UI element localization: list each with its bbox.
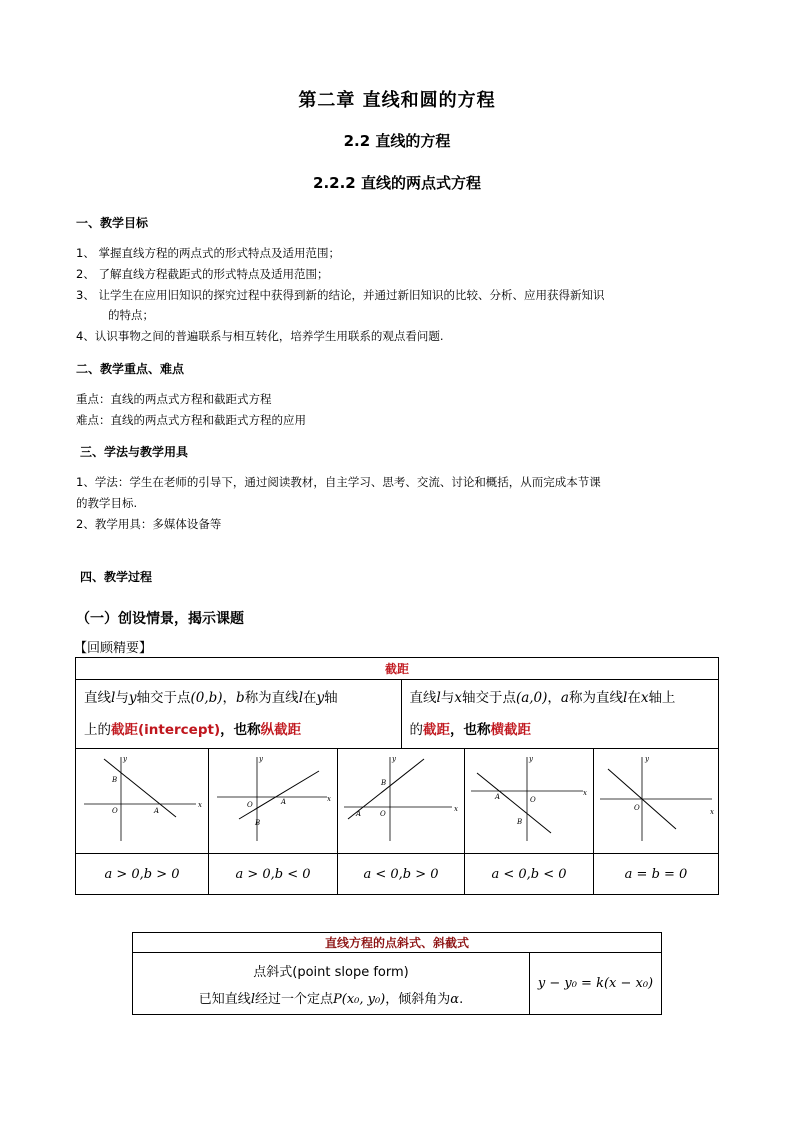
svg-text:A: A — [154, 807, 160, 815]
svg-text:B: B — [381, 779, 387, 787]
svg-text:x: x — [710, 808, 714, 816]
svg-text:O: O — [530, 796, 536, 804]
svg-text:x: x — [198, 801, 202, 809]
svg-text:O: O — [380, 810, 386, 818]
graph-1 — [76, 749, 204, 849]
svg-text:x: x — [583, 789, 587, 797]
s4-heading: 四、教学过程 — [80, 570, 153, 584]
s3-heading: 三、学法与教学用具 — [80, 445, 189, 459]
svg-text:O: O — [112, 807, 118, 815]
svg-text:x: x — [454, 805, 458, 813]
subsection-title: 2.2.2 直线的两点式方程 — [313, 174, 481, 192]
svg-text:y: y — [259, 755, 263, 763]
subsection-heading: （一）创设情景，揭示课题 — [76, 611, 244, 627]
section-title: 2.2 直线的方程 — [343, 132, 451, 150]
svg-text:B: B — [112, 776, 118, 784]
condition-1: a > 0,b > 0 — [76, 854, 209, 895]
condition-4: a < 0,b < 0 — [465, 854, 594, 895]
svg-text:A: A — [281, 798, 287, 806]
intercept-table-header: 截距 — [76, 658, 719, 680]
svg-text:y: y — [645, 755, 649, 763]
point-slope-formula: y − y₀ = k(x − x₀) — [530, 953, 662, 1015]
graph-4 — [465, 749, 589, 849]
horizontal-intercept-term-a: 截距 — [423, 722, 450, 738]
svg-text:x: x — [327, 795, 331, 803]
s1-item-4: 4、认识事物之间的普遍联系与相互转化，培养学生用联系的观点看问题. — [76, 329, 444, 343]
s1-item-1: 1、 掌握直线方程的两点式的形式特点及适用范围； — [76, 246, 340, 260]
s3-line-1: 1、学法：学生在老师的引导下，通过阅读教材，自主学习、思考、交流、讨论和概括，从而完成本节课 — [76, 475, 601, 489]
svg-text:A: A — [356, 810, 362, 818]
s1-item-2: 2、 了解直线方程截距式的形式特点及适用范围； — [76, 267, 329, 281]
x-intercept-cell: 直线l与x轴交于点(a,0)，a称为直线l在x轴上 的截距，也称横截距 — [401, 680, 719, 749]
point-slope-table-header: 直线方程的点斜式、斜截式 — [133, 933, 662, 953]
y-intercept-cell: 直线l与y轴交于点(0,b)，b称为直线l在y轴 上的截距(intercept)，也称纵截距 — [76, 680, 402, 749]
review-label: 【回顾精要】 — [74, 641, 153, 656]
svg-text:y: y — [392, 755, 396, 763]
s3-line-3: 2、教学用具：多媒体设备等 — [76, 517, 222, 531]
graph-cell-3 — [338, 749, 465, 854]
point-slope-desc: 已知直线l经过一个定点P(x₀, y₀)，倾斜角为α. — [198, 991, 464, 1007]
s1-item-3: 3、 让学生在应用旧知识的探究过程中获得到新的结论，并通过新旧知识的比较、分析、应用获得新知识 — [76, 288, 605, 302]
graph-cell-4 — [465, 749, 594, 854]
graph-3 — [338, 749, 460, 849]
condition-3: a < 0,b > 0 — [338, 854, 465, 895]
s2-heading: 二、教学重点、难点 — [76, 362, 185, 376]
s2-key: 重点：直线的两点式方程和截距式方程 — [76, 392, 272, 406]
intercept-term: 截距(intercept) — [111, 722, 221, 738]
svg-text:y: y — [529, 755, 533, 763]
svg-text:O: O — [247, 801, 253, 809]
point-slope-name: 点斜式(point slope form) — [253, 964, 409, 980]
graph-5 — [594, 749, 718, 849]
graph-cell-2 — [209, 749, 338, 854]
point-slope-table — [132, 932, 662, 1015]
point-slope-desc-cell — [133, 953, 530, 1015]
chapter-title: 第二章 直线和圆的方程 — [298, 90, 496, 111]
svg-text:y: y — [123, 755, 127, 763]
condition-5: a = b = 0 — [594, 854, 719, 895]
graph-cell-5 — [594, 749, 719, 854]
graph-2 — [209, 749, 333, 849]
svg-text:B: B — [255, 819, 261, 827]
svg-text:A: A — [495, 793, 501, 801]
svg-text:O: O — [634, 804, 640, 812]
graph-cell-1 — [76, 749, 209, 854]
s3-line-2: 的教学目标. — [76, 496, 138, 510]
condition-2: a > 0,b < 0 — [209, 854, 338, 895]
s2-difficult: 难点：直线的两点式方程和截距式方程的应用 — [76, 413, 306, 427]
vertical-intercept-term: 纵截距 — [260, 722, 302, 738]
svg-text:B: B — [517, 818, 523, 826]
s1-item-3-cont: 的特点； — [108, 308, 154, 322]
s1-heading: 一、教学目标 — [76, 216, 149, 230]
horizontal-intercept-term: 横截距 — [490, 722, 531, 738]
intercept-table — [75, 657, 719, 895]
